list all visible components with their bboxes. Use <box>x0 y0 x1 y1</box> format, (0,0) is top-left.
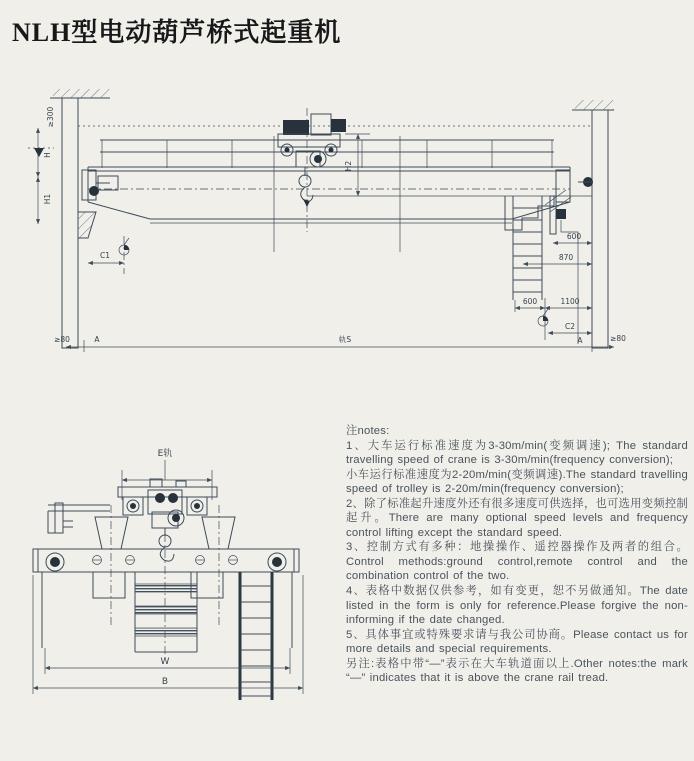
dim-span <box>54 334 614 352</box>
note-paragraph: 小车运行标准速度为2-20m/min(变频调速).The standard travelling speed of trolley is 2-20m/min(frequency conversion); <box>346 468 688 496</box>
dims-left <box>28 106 55 224</box>
dim-label-b: B <box>161 677 169 687</box>
dim-label-h: H <box>43 152 52 158</box>
dim-c1 <box>88 236 129 274</box>
page-title: NLH型电动葫芦桥式起重机 <box>12 18 342 47</box>
dim-label-600-upper: 600 <box>566 232 582 241</box>
dim-label-870: 870 <box>558 253 574 262</box>
notes-block <box>346 424 688 686</box>
dim-label-e-gauge: E轨 <box>157 449 173 459</box>
dim-label-c2: C2 <box>564 322 576 331</box>
hook-icon <box>299 175 313 207</box>
dim-h2 <box>307 134 592 196</box>
note-paragraph: 2、除了标准起升速度外还有很多速度可供选择，也可选用变频控制起升。There are many optional speed levels and frequency control lifting except the standard speed. <box>346 497 688 539</box>
note-paragraph: 另注:表格中带“—”表示在大车轨道面以上.Other notes:the mark “—” indicates that it is above the crane rail tread. <box>346 657 688 685</box>
dim-label-clearance-left: ≥80 <box>54 335 70 344</box>
conductor-bracket <box>48 503 110 533</box>
dim-label-1100: 1100 <box>560 297 580 306</box>
hook-icon <box>159 535 174 561</box>
note-paragraph: 1、大车运行标准速度为3-30m/min(变频调速); The standard travelling speed of crane is 3-30m/min(frequency conversion); <box>346 439 688 467</box>
note-paragraph: 4、表格中数据仅供参考，如有变更，恕不另做通知。The date listed in the form is only for reference.Please forgive the non-informing if the date changed. <box>346 585 688 627</box>
dim-label-span: 轨S <box>338 335 352 344</box>
left-wall <box>50 89 110 348</box>
hoist-trolley <box>278 108 346 232</box>
dim-label-clearance-right: ≥80 <box>610 334 626 343</box>
front-view-drawing <box>0 0 694 372</box>
ladder <box>240 572 272 700</box>
dims-right <box>515 232 626 345</box>
dim-label-a-right: A <box>577 336 583 345</box>
dim-label-a-left: A <box>94 335 100 344</box>
dim-label-w: W <box>160 657 170 667</box>
dim-label-c1: C1 <box>99 251 111 260</box>
left-end-carriage <box>82 170 118 200</box>
note-paragraph: 3、控制方式有多种：地操操作、遥控器操作及两者的组合。Control methods:ground control,remote control and the combination control of the two. <box>346 541 688 583</box>
dim-label-600-lower: 600 <box>522 297 538 306</box>
dim-label-h1: H1 <box>43 193 52 205</box>
dim-label-clearance-top: ≥300 <box>46 106 55 128</box>
bridge-girder <box>88 136 570 252</box>
dim-e-gauge <box>122 447 212 500</box>
dim-label-h2: H2 <box>344 160 353 172</box>
note-paragraph: 5、具体事宜或特殊要求请与我公司协商。Please contact us for more details and special requirements. <box>346 628 688 656</box>
notes-heading: 注notes: <box>346 425 390 437</box>
end-view-drawing <box>0 420 350 761</box>
